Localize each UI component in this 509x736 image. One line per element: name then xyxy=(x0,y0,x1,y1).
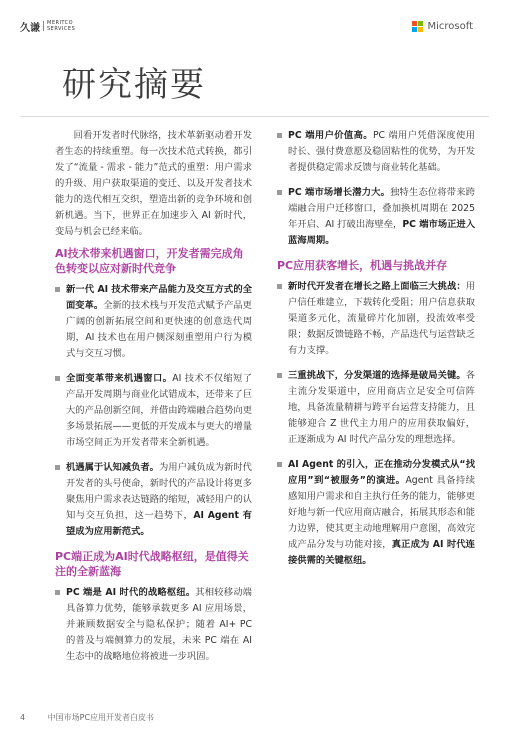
bullet-tail: PC 端市场正进入蓝海周期。 xyxy=(288,219,476,246)
ms-square xyxy=(412,21,417,26)
bullet-text: AI 技术不仅缩短了产品开发周期与商业化试错成本，还带来了巨大的产品创新空间，并借由跨端融合趋势向更多场景拓展——更低的开发成本与更大的增量市场空间正为开发者带来全新机遇。 xyxy=(66,373,252,448)
ms-square xyxy=(418,27,423,32)
section-heading: PC应用获客增长，机遇与挑战并存 xyxy=(277,259,448,272)
bullet-lead: AI Agent 的引入，正在推动分发模式从“找应用”到“被服务”的演进。 xyxy=(288,459,475,486)
footer-title: 中国市场PC应用开发者白皮书 xyxy=(47,713,155,722)
bullet-lead: PC 端是 AI 时代的战略枢纽。 xyxy=(66,587,196,598)
bullet-text: 独特生态位将带来跨端融合用户迁移窗口，叠加换机周期在 2025 年开启、AI 打破出海壁垒， xyxy=(288,187,475,230)
microsoft-logo xyxy=(412,17,473,35)
bullet-text: PC 端用户凭借深度使用时长、强付费意愿及稳固粘性的优势，为开发者提供稳定需求反馈与商业转化基础。 xyxy=(288,130,476,173)
logo-sub-line1: MERITCO xyxy=(47,20,74,26)
title-divider xyxy=(20,116,489,117)
bullet-lead: PC 端市场增长潜力大。 xyxy=(288,187,391,198)
bullet-lead: 新一代 AI 技术带来产品能力及交互方式的全面变革。 xyxy=(66,284,252,311)
bullet-lead: 新时代开发者在增长之路上面临三大挑战： xyxy=(288,281,466,292)
bullet-item xyxy=(277,279,475,359)
bullet-text: 各主流分发渠道中，应用商店立足安全可信阵地，具备流量精耕与跨平台运营支持能力，且能够迎合 Z 世代主力用户的应用获取偏好，正逐渐成为 AI 时代产品分发的理想选择。 xyxy=(288,370,475,445)
left-column xyxy=(55,128,252,674)
bullet-lead: 三重挑战下，分发渠道的选择是破局关键。 xyxy=(288,370,466,381)
section-heading: AI技术带来机遇窗口，开发者需完成角色转变以应对新时代竞争 xyxy=(55,247,244,275)
bullet-item xyxy=(277,185,475,249)
microsoft-wordmark: Microsoft xyxy=(427,20,473,32)
bullet-item xyxy=(277,128,475,176)
bullet-text: 其相较移动端具备算力优势，能够承载更多 AI 应用场景，并兼顾数据安全与隐私保护；随着 AI+ PC 的普及与端侧算力的发展，未来 PC 端在 AI 生态中的战略地位将被进一步巩固。 xyxy=(66,587,252,662)
page-number: 4 xyxy=(20,713,26,722)
page-title: 研究摘要 xyxy=(62,65,206,105)
bullet-tail: AI Agent 有望成为应用新范式。 xyxy=(66,510,252,537)
bullet-item xyxy=(55,282,252,362)
microsoft-grid-icon xyxy=(412,21,423,32)
bullet-text: 用户信任难建立，下载转化受阻；用户信息获取渠道多元化，流量碎片化加剧，投流效率受限；数据反馈链路不畅，产品迭代与运营缺乏有力支撑。 xyxy=(288,281,475,356)
logo-subtext xyxy=(47,20,75,32)
bullet-item xyxy=(55,371,252,451)
meritco-logo xyxy=(20,17,75,35)
bullet-item xyxy=(55,460,252,540)
logo-mark: 久谦 xyxy=(20,22,40,34)
bullet-lead: PC 端用户价值高。 xyxy=(288,130,373,141)
section-heading: PC端正成为AI时代战略枢纽，是值得关注的全新蓝海 xyxy=(55,550,249,578)
right-column xyxy=(277,128,475,578)
page-footer xyxy=(20,712,154,723)
logo-sub-line2: SERVICES xyxy=(47,26,76,32)
bullet-item xyxy=(277,368,475,448)
bullet-item xyxy=(55,585,252,665)
ms-square xyxy=(412,27,417,32)
bullet-text: 全新的技术栈与开发范式赋予产品更广阔的创新拓展空间和更快速的创意迭代周期，AI 技术也在用户侧深刻重塑用户行为模式与交互习惯。 xyxy=(66,300,252,359)
bullet-text: 为用户减负成为新时代开发者的头号使命，新时代的产品设计将更多聚焦用户需求表达链路的缩短，减轻用户的认知与交互负担，这一趋势下， xyxy=(66,462,252,521)
ms-square xyxy=(418,21,423,26)
bullet-item xyxy=(277,457,475,569)
bullet-tail: 真正成为 AI 时代连接供需的关键枢纽。 xyxy=(288,539,475,566)
logo-divider xyxy=(43,21,44,31)
intro-paragraph: 回看开发者时代脉络，技术革新驱动着开发者生态的持续重塑。每一次技术范式转换，都引发了“流量 - 需求 - 能力”范式的重塑：用户需求的升级、用户获取渠道的变迁、以及开发者技术能力的迭代相互交织，塑造出新的竞争环境和创新机遇。当下，世界正在加速步入 AI 新时代，变局与机会已经来临。 xyxy=(55,130,252,237)
bullet-lead: 全面变革带来机遇窗口。 xyxy=(66,373,173,384)
bullet-text: Agent 具备持续感知用户需求和自主执行任务的能力，能够更好地与新一代应用商店融合，拓展其形态和能力边界，使其更主动地理解用户意图，高效完成产品分发与功能对接， xyxy=(288,475,475,550)
bullet-lead: 机遇属于认知减负者。 xyxy=(66,462,159,473)
